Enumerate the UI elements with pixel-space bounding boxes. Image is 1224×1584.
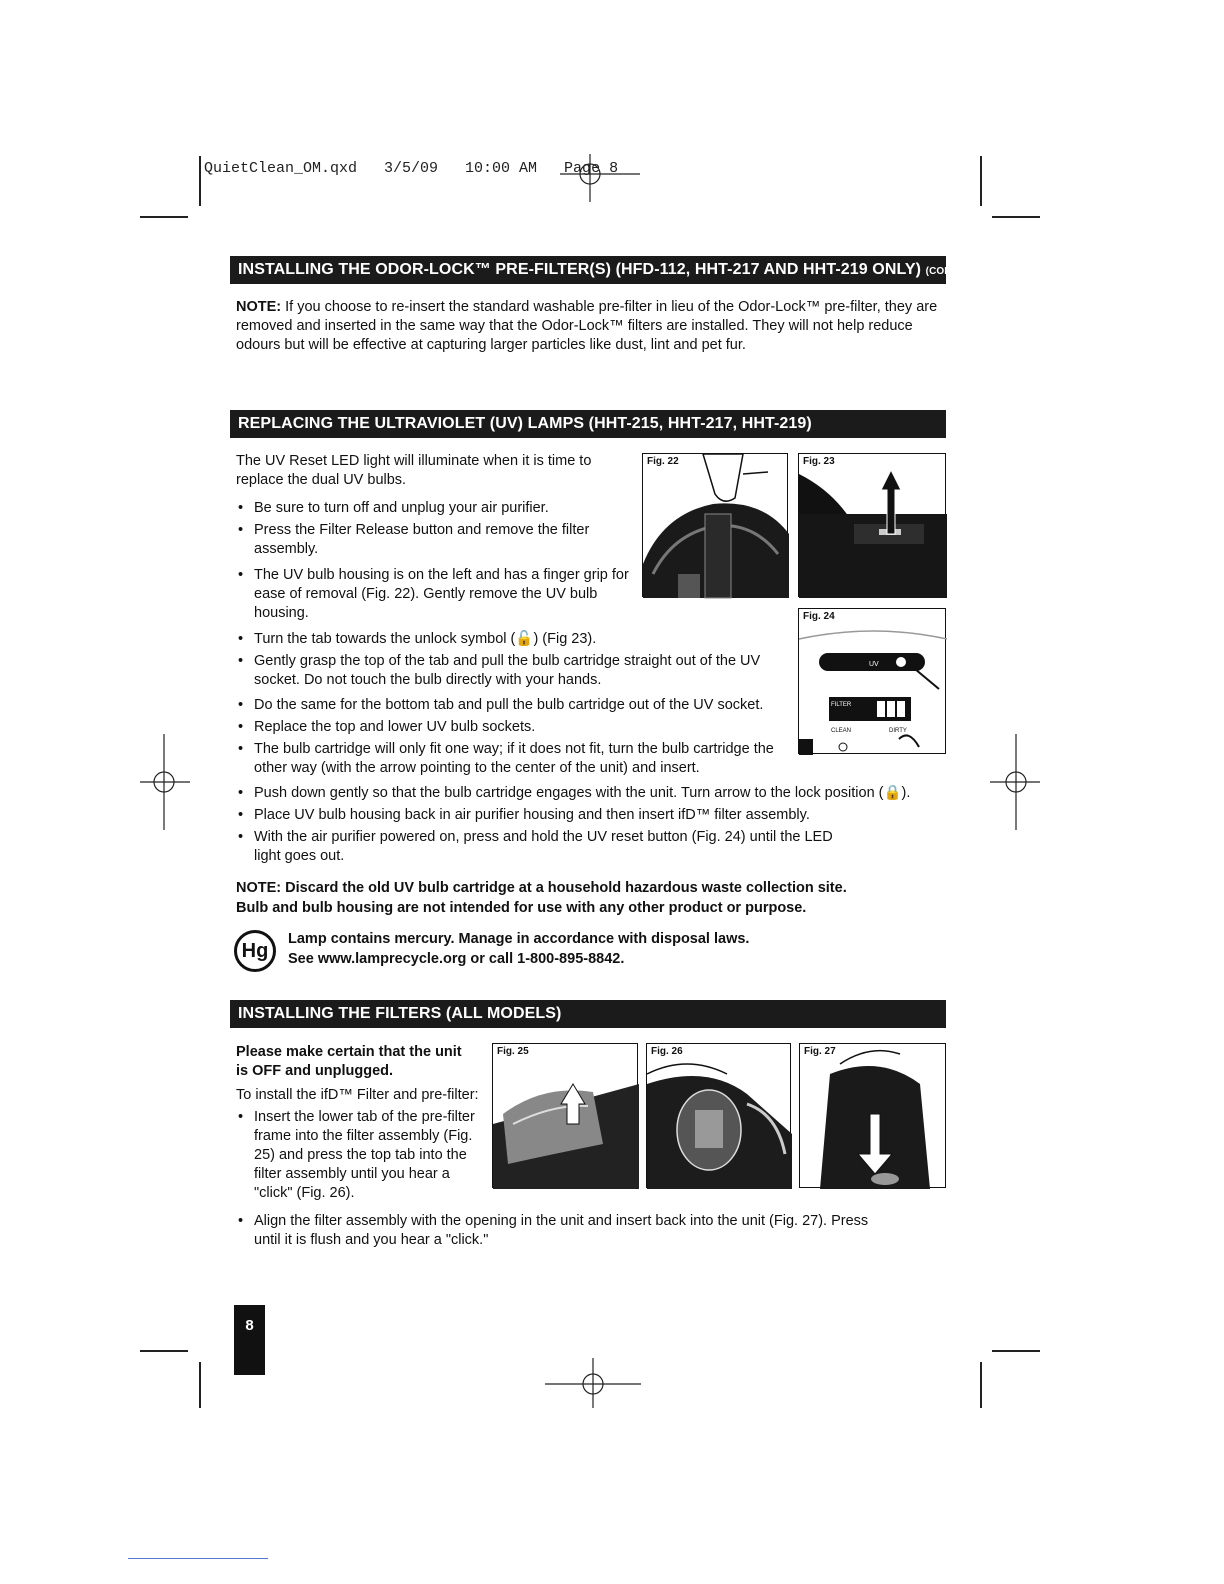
figure-label: Fig. 27 [804, 1046, 836, 1057]
mercury-line-2: See www.lamprecycle.org or call 1-800-895-8842. [288, 951, 625, 967]
figure-25-illustration [493, 1044, 639, 1189]
figure-23 [798, 453, 946, 597]
list-item: • Align the filter assembly with the opening in the unit and insert back into the unit (Fig. 27). Press until it is flush and you hear a "click." [236, 1212, 894, 1250]
file-slug: QuietClean_OM.qxd 3/5/09 10:00 AM Page 8 [204, 160, 619, 177]
figure-27 [799, 1043, 946, 1188]
list-item: • Insert the lower tab of the pre-filter frame into the filter assembly (Fig. 25) and press the top tab into the filter assembly until you hear a "click" (Fig. 26). [236, 1108, 492, 1203]
crop-mark [992, 1350, 1040, 1352]
list-item: • Press the Filter Release button and remove the filter assembly. [236, 521, 634, 559]
list-item: • Turn the tab towards the unlock symbol (🔓) (Fig 23). [236, 630, 794, 649]
section-title: REPLACING THE ULTRAVIOLET (UV) LAMPS (HHT-215, HHT-217, HHT-219) [238, 415, 812, 432]
warning-line-1: Please make certain that the unit [236, 1044, 462, 1060]
section-heading-installing-filters [230, 1000, 946, 1028]
figure-24-illustration [799, 609, 947, 755]
registration-mark-left [140, 734, 190, 830]
list-item: • The UV bulb housing is on the left and has a finger grip for ease of removal (Fig. 22). Gently remove the UV bulb housing. [236, 566, 634, 623]
list-item: • Gently grasp the top of the tab and pull the bulb cartridge straight out of the UV socket. Do not touch the bulb directly with your hands. [236, 652, 799, 690]
filter-label: FILTER [831, 702, 852, 708]
list-item: • The bulb cartridge will only fit one way; if it does not fit, turn the bulb cartridge the other way (with the arrow pointing to the center of the unit) and insert. [236, 740, 799, 778]
registration-mark-top [560, 150, 640, 210]
figure-label: Fig. 25 [497, 1046, 529, 1057]
figure-22 [642, 453, 788, 597]
note-line-1: Discard the old UV bulb cartridge at a household hazardous waste collection site. [285, 880, 847, 896]
section-heading-odor-lock [230, 256, 993, 284]
crop-mark [199, 1362, 201, 1408]
page-number [234, 1305, 265, 1375]
figure-25 [492, 1043, 638, 1188]
crop-mark [992, 216, 1040, 218]
uv-reset-label: UV [869, 661, 879, 668]
crop-mark [980, 156, 982, 206]
figure-label: Fig. 23 [803, 456, 835, 467]
figure-22-illustration [643, 454, 789, 598]
warning-line-2: is OFF and unplugged. [236, 1063, 394, 1079]
figure-24 [798, 608, 946, 754]
mercury-icon [234, 930, 276, 972]
figure-23-illustration [799, 454, 947, 598]
crop-mark [199, 156, 201, 206]
section-heading-uv-lamps [230, 410, 946, 438]
crop-mark [140, 216, 188, 218]
section-title: INSTALLING THE FILTERS (ALL MODELS) [238, 1005, 562, 1022]
section-title-suffix: (CONTINUED) [925, 266, 993, 277]
figure-label: Fig. 22 [647, 456, 679, 467]
crop-mark [140, 1350, 188, 1352]
crop-mark [128, 1558, 268, 1559]
registration-mark-bottom [545, 1358, 641, 1408]
list-item: • Place UV bulb housing back in air purifier housing and then insert ifD™ filter assembly. [236, 806, 954, 825]
note-label: NOTE: [236, 299, 282, 315]
list-item: • With the air purifier powered on, press and hold the UV reset button (Fig. 24) until the LED light goes out. [236, 828, 844, 866]
figure-26 [646, 1043, 791, 1188]
uv-intro: The UV Reset LED light will illuminate when it is time to replace the dual UV bulbs. [236, 453, 592, 488]
note-line-2: Bulb and bulb housing are not intended for use with any other product or purpose. [236, 900, 807, 916]
registration-mark-right [990, 734, 1040, 830]
list-item: • Push down gently so that the bulb cartridge engages with the unit. Turn arrow to the lock position (🔒). [236, 784, 966, 803]
figure-27-illustration [800, 1044, 947, 1189]
clean-label: CLEAN [831, 728, 852, 734]
figure-label: Fig. 24 [803, 611, 835, 622]
list-item: • Replace the top and lower UV bulb sockets. [236, 718, 794, 737]
odor-lock-note [236, 298, 940, 355]
filters-intro: To install the ifD™ Filter and pre-filter: [236, 1087, 479, 1103]
note-label: NOTE: [236, 880, 282, 896]
figure-26-illustration [647, 1044, 792, 1189]
note-text: If you choose to re-insert the standard washable pre-filter in lieu of the Odor-Lock™ pre-filter, they are removed and inserted in the same way that the Odor-Lock™ filters are installed. They will not help reduce odours but will be effective at capturing larger particles like dust, lint and pet fur. [236, 299, 938, 353]
mercury-line-1: Lamp contains mercury. Manage in accordance with disposal laws. [288, 931, 750, 947]
list-item: • Be sure to turn off and unplug your air purifier. [236, 499, 634, 518]
section-title: INSTALLING THE ODOR-LOCK™ PRE-FILTER(S) (HFD-112, HHT-217 AND HHT-219 ONLY) [238, 261, 922, 278]
page-number-text: 8 [245, 1317, 254, 1334]
figure-label: Fig. 26 [651, 1046, 683, 1057]
list-item: • Do the same for the bottom tab and pull the bulb cartridge out of the UV socket. [236, 696, 814, 715]
hg-symbol: Hg [241, 940, 269, 962]
dirty-label: DIRTY [889, 728, 907, 734]
disposal-note [236, 879, 936, 898]
crop-mark [980, 1362, 982, 1408]
